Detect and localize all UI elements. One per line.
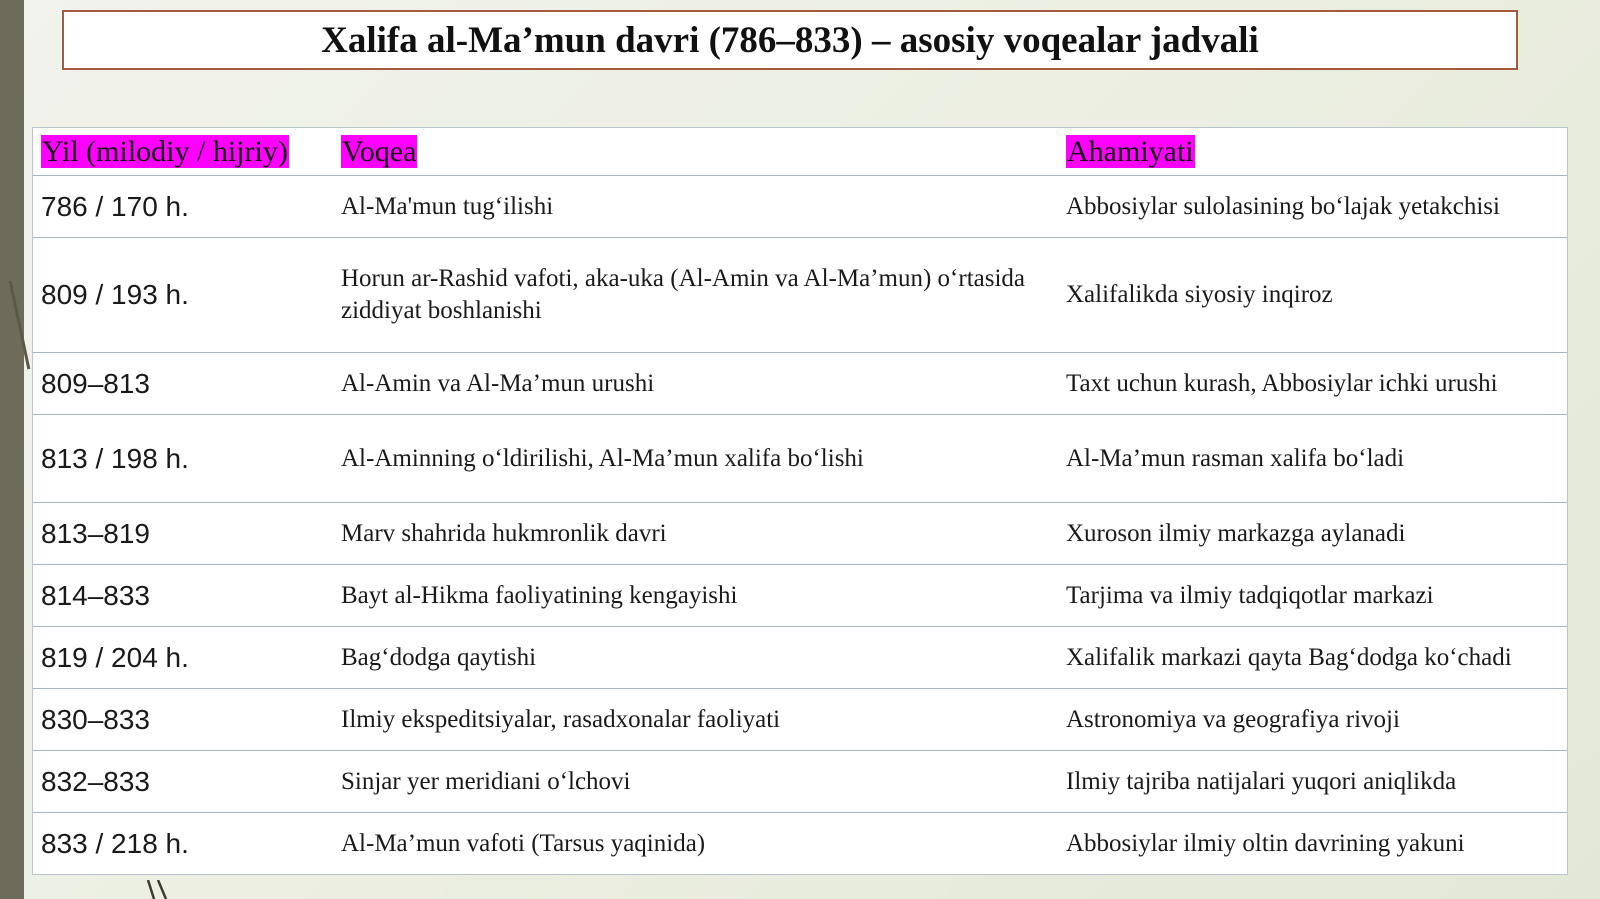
events-table-container	[32, 127, 1568, 875]
cell-significance: Xalifalikda siyosiy inqiroz	[1058, 238, 1567, 353]
cell-significance: Xuroson ilmiy markazga aylanadi	[1058, 503, 1567, 565]
cell-event: Marv shahrida hukmronlik davri	[333, 503, 1058, 565]
cell-year: 830–833	[33, 689, 333, 751]
cell-event: Ilmiy ekspeditsiyalar, rasadxonalar faoliyati	[333, 689, 1058, 751]
events-table	[33, 128, 1567, 874]
table-row	[33, 176, 1567, 238]
cell-year: 832–833	[33, 751, 333, 813]
decorative-strokes-bottom	[140, 880, 200, 899]
cell-event: Al-Aminning o‘ldirilishi, Al-Ma’mun xalifa bo‘lishi	[333, 415, 1058, 503]
cell-year: 786 / 170 h.	[33, 176, 333, 238]
cell-significance: Abbosiylar ilmiy oltin davrining yakuni	[1066, 829, 1465, 857]
cell-significance: Xalifalik markazi qayta Bag‘dodga ko‘chadi	[1058, 627, 1567, 689]
cell-year: 809–813	[33, 353, 333, 415]
cell-significance: Abbosiylar sulolasining bo‘lajak yetakchisi	[1058, 176, 1567, 238]
left-decorative-bar	[0, 0, 24, 899]
cell-event: Sinjar yer meridiani o‘lchovi	[333, 751, 1058, 813]
cell-year: 833 / 218 h.	[41, 827, 189, 859]
table-row	[33, 813, 1567, 875]
table-row	[33, 353, 1567, 415]
cell-event: Al-Ma'mun tug‘ilishi	[333, 176, 1058, 238]
cell-significance: Astronomiya va geografiya rivoji	[1058, 689, 1567, 751]
cell-year: 813–819	[33, 503, 333, 565]
cell-year: 819 / 204 h.	[33, 627, 333, 689]
cell-significance: Al-Ma’mun rasman xalifa bo‘ladi	[1058, 415, 1567, 503]
header-year: Yil (milodiy / hijriy)	[33, 128, 333, 176]
cell-event: Al-Ma’mun vafoti (Tarsus yaqinida)	[341, 829, 706, 857]
cell-year: 814–833	[33, 565, 333, 627]
cell-event: Bag‘dodga qaytishi	[333, 627, 1058, 689]
cell-event: Al-Amin va Al-Ma’mun urushi	[333, 353, 1058, 415]
table-row	[33, 565, 1567, 627]
table-row	[33, 503, 1567, 565]
page-title: Xalifa al-Ma’mun davri (786–833) – asosiy voqealar jadvali	[321, 19, 1259, 61]
table-row	[33, 627, 1567, 689]
table-row	[33, 238, 1567, 353]
table-row	[33, 689, 1567, 751]
table-row	[33, 415, 1567, 503]
cell-significance: Ilmiy tajriba natijalari yuqori aniqlikda	[1058, 751, 1567, 813]
table-row	[33, 751, 1567, 813]
cell-significance: Taxt uchun kurash, Abbosiylar ichki urushi	[1058, 353, 1567, 415]
cell-significance: Tarjima va ilmiy tadqiqotlar markazi	[1058, 565, 1567, 627]
cell-year: 813 / 198 h.	[33, 415, 333, 503]
cell-event: Horun ar-Rashid vafoti, aka-uka (Al-Amin va Al-Ma’mun) o‘rtasida ziddiyat boshlanishi	[333, 238, 1058, 353]
cell-year: 809 / 193 h.	[33, 238, 333, 353]
table-header-row	[33, 128, 1567, 176]
header-event: Voqea	[333, 128, 1058, 176]
header-significance: Ahamiyati	[1058, 128, 1567, 176]
cell-event: Bayt al-Hikma faoliyatining kengayishi	[333, 565, 1058, 627]
title-box	[62, 10, 1518, 70]
